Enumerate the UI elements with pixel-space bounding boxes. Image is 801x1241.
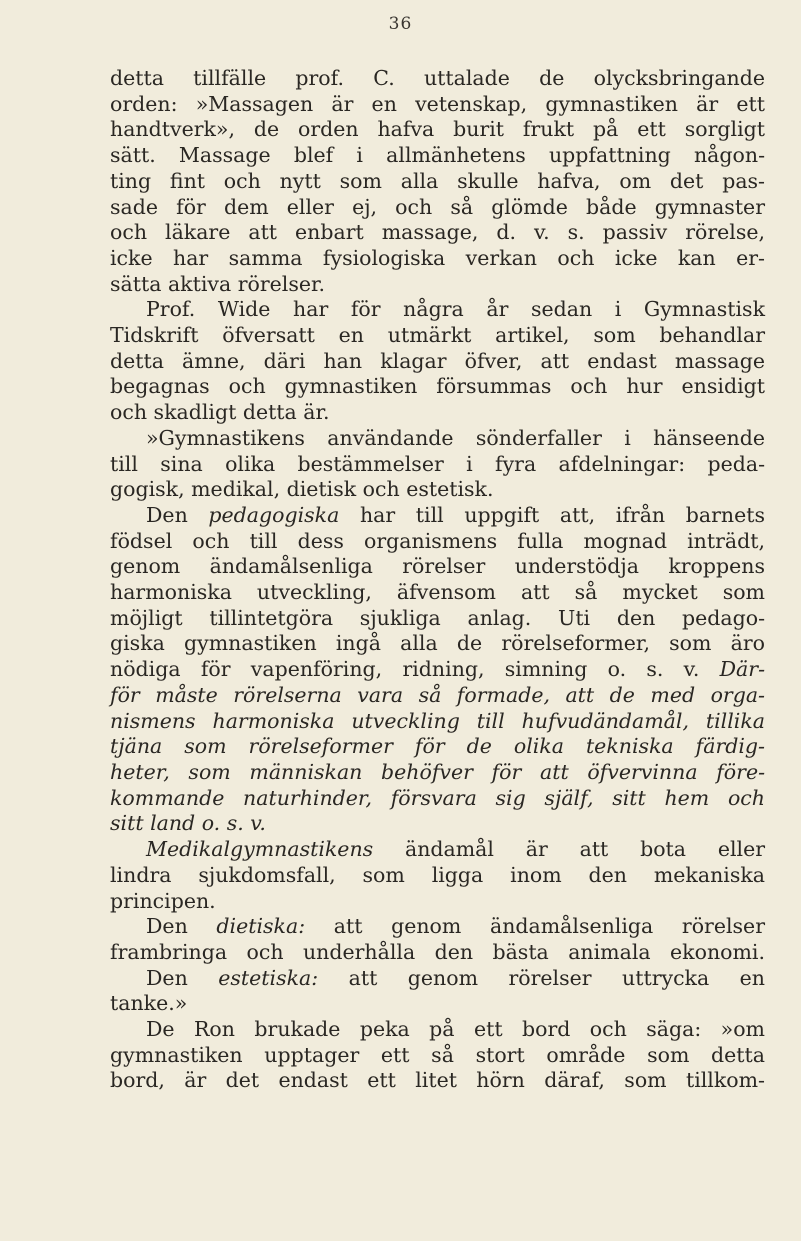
- text-line: tjäna som rörelseformer för de olika tekniska färdig-: [110, 734, 765, 759]
- emphasized-term: pedagogiska: [208, 502, 340, 527]
- text-line: tanke.»: [110, 991, 188, 1016]
- text-line: detta tillfälle prof. C. uttalade de olycksbringande: [110, 66, 765, 90]
- text-line: nismens harmoniska utveckling till hufvudändamål, tillika: [110, 708, 765, 733]
- text-line: gymnastiken upptager ett så stort område som detta: [110, 1042, 765, 1067]
- text-line: De Ron brukade peka på ett bord och säga: »om: [146, 1017, 765, 1042]
- emphasized-term: Där-: [719, 657, 765, 682]
- text-line: Medikalgymnastikens ändamål är att bota eller: [146, 837, 765, 862]
- text-line: begagnas och gymnastiken försummas och hur ensidigt: [110, 374, 765, 399]
- text-line: sade för dem eller ej, och så glömde både gymnaster: [110, 194, 765, 219]
- page-number: 36: [388, 14, 413, 34]
- emphasized-term: Medikalgymnastikens: [146, 837, 374, 862]
- text-line: Den dietiska: att genom ändamålsenliga rörelser: [146, 914, 765, 939]
- text-line: ting fint och nytt som alla skulle hafva, om det pas-: [110, 168, 765, 193]
- text-line: möjligt tillintetgöra sjukliga anlag. Uti den pedago-: [110, 605, 765, 630]
- text-line: harmoniska utveckling, äfvensom att så mycket som: [110, 580, 765, 605]
- text-line: till sina olika bestämmelser i fyra afdelningar: peda-: [110, 451, 765, 476]
- text-line: kommande naturhinder, försvara sig själf, sitt hem och: [110, 785, 765, 810]
- text-line: giska gymnastiken ingå alla de rörelseformer, som äro: [110, 631, 765, 656]
- text-line: Den estetiska: att genom rörelser uttrycka en: [146, 965, 765, 990]
- body-text: [110, 66, 765, 1094]
- text-line: frambringa och underhålla den bästa animala ekonomi.: [110, 939, 765, 964]
- text-line: Prof. Wide har för några år sedan i Gymnastisk: [146, 297, 765, 322]
- text-line: och skadligt detta är.: [110, 400, 330, 425]
- text-line: lindra sjukdomsfall, som ligga inom den mekaniska: [110, 862, 765, 887]
- text-line: Den pedagogiska har till uppgift att, ifrån barnets: [146, 502, 765, 527]
- text-line: orden: »Massagen är en vetenskap, gymnastiken är ett: [110, 91, 765, 116]
- text-line: sätta aktiva rörelser.: [110, 271, 326, 296]
- text-line: bord, är det endast ett litet hörn däraf, som tillkom-: [110, 1068, 765, 1093]
- text-line: Tidskrift öfversatt en utmärkt artikel, som behandlar: [110, 323, 765, 348]
- text-line: genom ändamålsenliga rörelser understödja kroppens: [110, 554, 765, 579]
- text-line: sitt land o. s. v.: [110, 811, 266, 836]
- text-line: och läkare att enbart massage, d. v. s. passiv rörelse,: [110, 220, 765, 245]
- text-line: nödiga för vapenföring, ridning, simning o. s. v. Där-: [110, 657, 765, 682]
- text-line: detta ämne, däri han klagar öfver, att endast massage: [110, 348, 765, 373]
- text-line: icke har samma fysiologiska verkan och icke kan er-: [110, 245, 765, 270]
- emphasized-term: dietiska:: [216, 914, 306, 939]
- text-line: sätt. Massage blef i allmänhetens uppfattning någon-: [110, 143, 765, 168]
- text-line: gogisk, medikal, dietisk och estetisk.: [110, 477, 494, 502]
- text-line: »Gymnastikens användande sönderfaller i hänseende: [146, 425, 765, 450]
- text-line: heter, som människan behöfver för att öfvervinna före-: [110, 759, 765, 784]
- text-line: principen.: [110, 888, 216, 913]
- text-line: för måste rörelserna vara så formade, att de med orga-: [110, 682, 765, 707]
- text-line: födsel och till dess organismens fulla mognad inträdt,: [110, 528, 765, 553]
- emphasized-term: estetiska:: [218, 965, 319, 990]
- text-line: handtverk», de orden hafva burit frukt på ett sorgligt: [110, 117, 765, 142]
